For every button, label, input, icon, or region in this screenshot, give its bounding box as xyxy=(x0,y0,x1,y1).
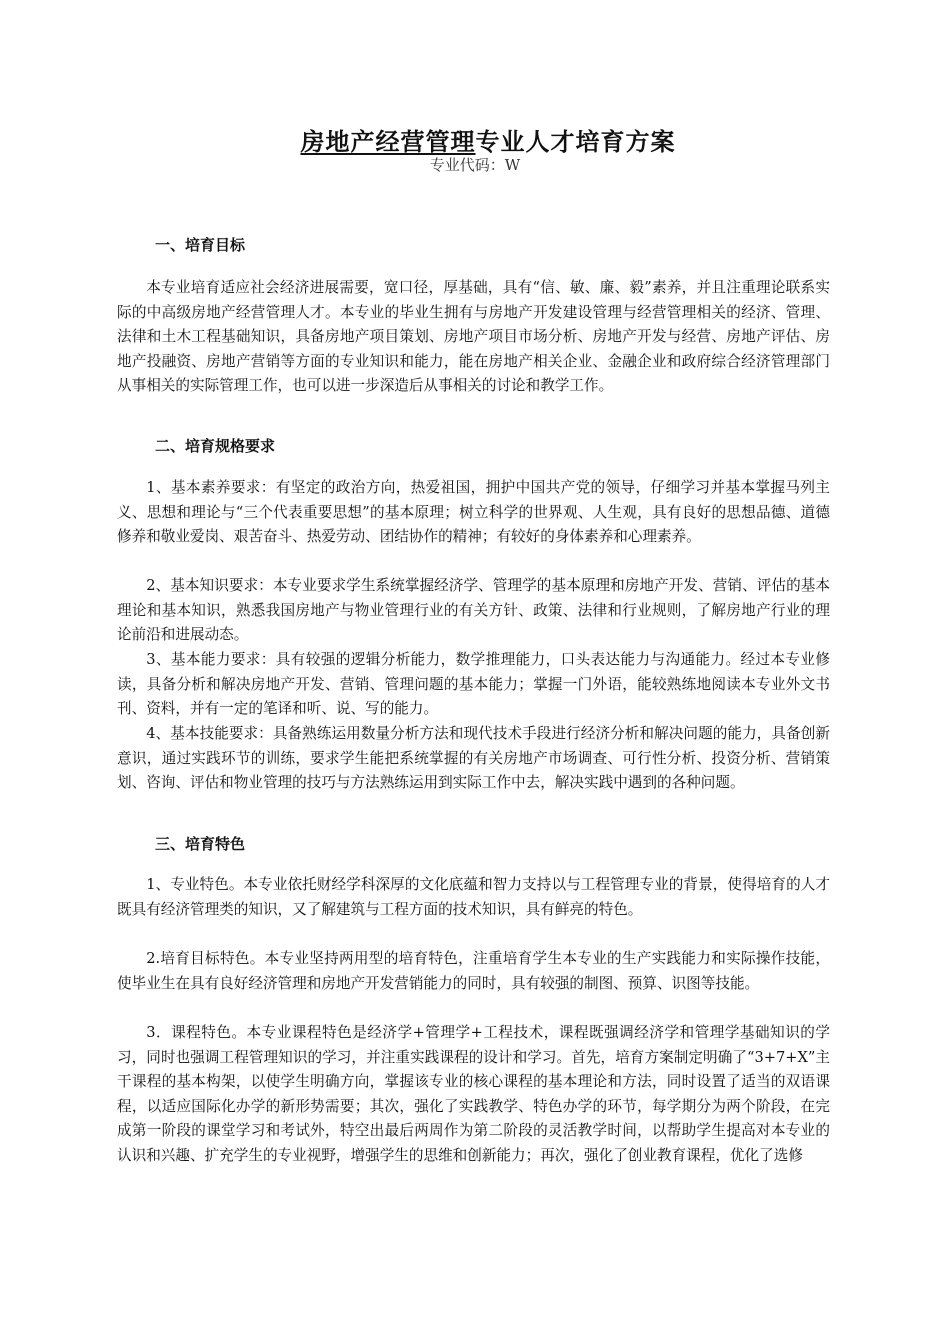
title-underlined-part: 房地产经营管理 xyxy=(300,127,476,156)
section-heading-features: 三、培育特色 xyxy=(155,835,246,853)
paragraph-basic-knowledge: 2、基本知识要求：本专业要求学生系统掌握经济学、管理学的基本原理和房地产开发、营销、评估的基本理论和基本知识，熟悉我国房地产与物业管理行业的有关方针、政策、法律和行业规则，了解房地产行业的理论前沿和进展动态。 xyxy=(117,577,830,643)
document-title xyxy=(0,122,950,157)
paragraph-basic-abilities: 3、基本能力要求：具有较强的逻辑分析能力，数学推理能力，口头表达能力与沟通能力。经过本专业修读，具备分析和解决房地产开发、营销、管理问题的基本能力；掌握一门外语，能较熟练地阅读本专业外文书刊、资料，并有一定的笔译和听、说、写的能力。 xyxy=(117,651,830,717)
major-code: 专业代码：W xyxy=(429,156,521,174)
paragraph-objectives: 本专业培育适应社会经济进展需要，宽口径，厚基础，具有“信、敏、廉、毅”素养，并且注重理论联系实际的中高级房地产经营管理人才。本专业的毕业生拥有与房地产开发建设管理与经营管理相关的经济、管理、法律和土木工程基础知识，具备房地产项目策划、房地产项目市场分析、房地产开发与经营、房地产评估、房地产投融资、房地产营销等方面的专业知识和能力，能在房地产相关企业、金融企业和政府综合经济管理部门从事相关的实际管理工作，也可以进一步深造后从事相关的讨论和教学工作。 xyxy=(117,279,830,394)
section-heading-requirements: 二、培育规格要求 xyxy=(155,437,276,455)
section-heading-objectives: 一、培育目标 xyxy=(155,236,246,254)
paragraph-major-feature: 1、专业特色。本专业依托财经学科深厚的文化底蕴和智力支持以与工程管理专业的背景，使得培育的人才既具有经济管理类的知识，又了解建筑与工程方面的技术知识，具有鲜亮的特色。 xyxy=(117,876,830,918)
paragraph-objective-feature: 2.培育目标特色。本专业坚持两用型的培育特色，注重培育学生本专业的生产实践能力和实际操作技能，使毕业生在具有良好经济管理和房地产开发营销能力的同时，具有较强的制图、预算、识图等技能。 xyxy=(117,950,830,992)
paragraph-basic-skills: 4、基本技能要求：具备熟练运用数量分析方法和现代技术手段进行经济分析和解决问题的能力，具备创新意识，通过实践环节的训练，要求学生能把系统掌握的有关房地产市场调查、可行性分析、投资分析、营销策划、咨询、评估和物业管理的技巧与方法熟练运用到实际工作中去，解决实践中遇到的各种问题。 xyxy=(117,725,830,791)
title-rest-part: 专业人才培育方案 xyxy=(475,127,676,156)
paragraph-basic-qualities: 1、基本素养要求：有坚定的政治方向，热爱祖国，拥护中国共产党的领导，仔细学习并基本掌握马列主义、思想和理论与“三个代表重要思想”的基本原理；树立科学的世界观、人生观，具有良好的思想品德、道德修养和敬业爱岗、艰苦奋斗、热爱劳动、团结协作的精神；有较好的身体素养和心理素养。 xyxy=(117,479,830,545)
paragraph-curriculum-feature: 3．课程特色。本专业课程特色是经济学+管理学+工程技术，课程既强调经济学和管理学基础知识的学习，同时也强调工程管理知识的学习，并注重实践课程的设计和学习。首先，培育方案制定明确了“3+7+X”主干课程的基本构架，以使学生明确方向，掌握该专业的核心课程的基本理论和方法，同时设置了适当的双语课程，以适应国际化办学的新形势需要；其次，强化了实践教学、特色办学的环节，每学期分为两个阶段，在完成第一阶段的课堂学习和考试外，特空出最后两周作为第二阶段的灵活教学时间，以帮助学生提高对本专业的认识和兴趣、扩充学生的专业视野，增强学生的思维和创新能力；再次，强化了创业教育课程，优化了选修 xyxy=(117,1024,830,1164)
